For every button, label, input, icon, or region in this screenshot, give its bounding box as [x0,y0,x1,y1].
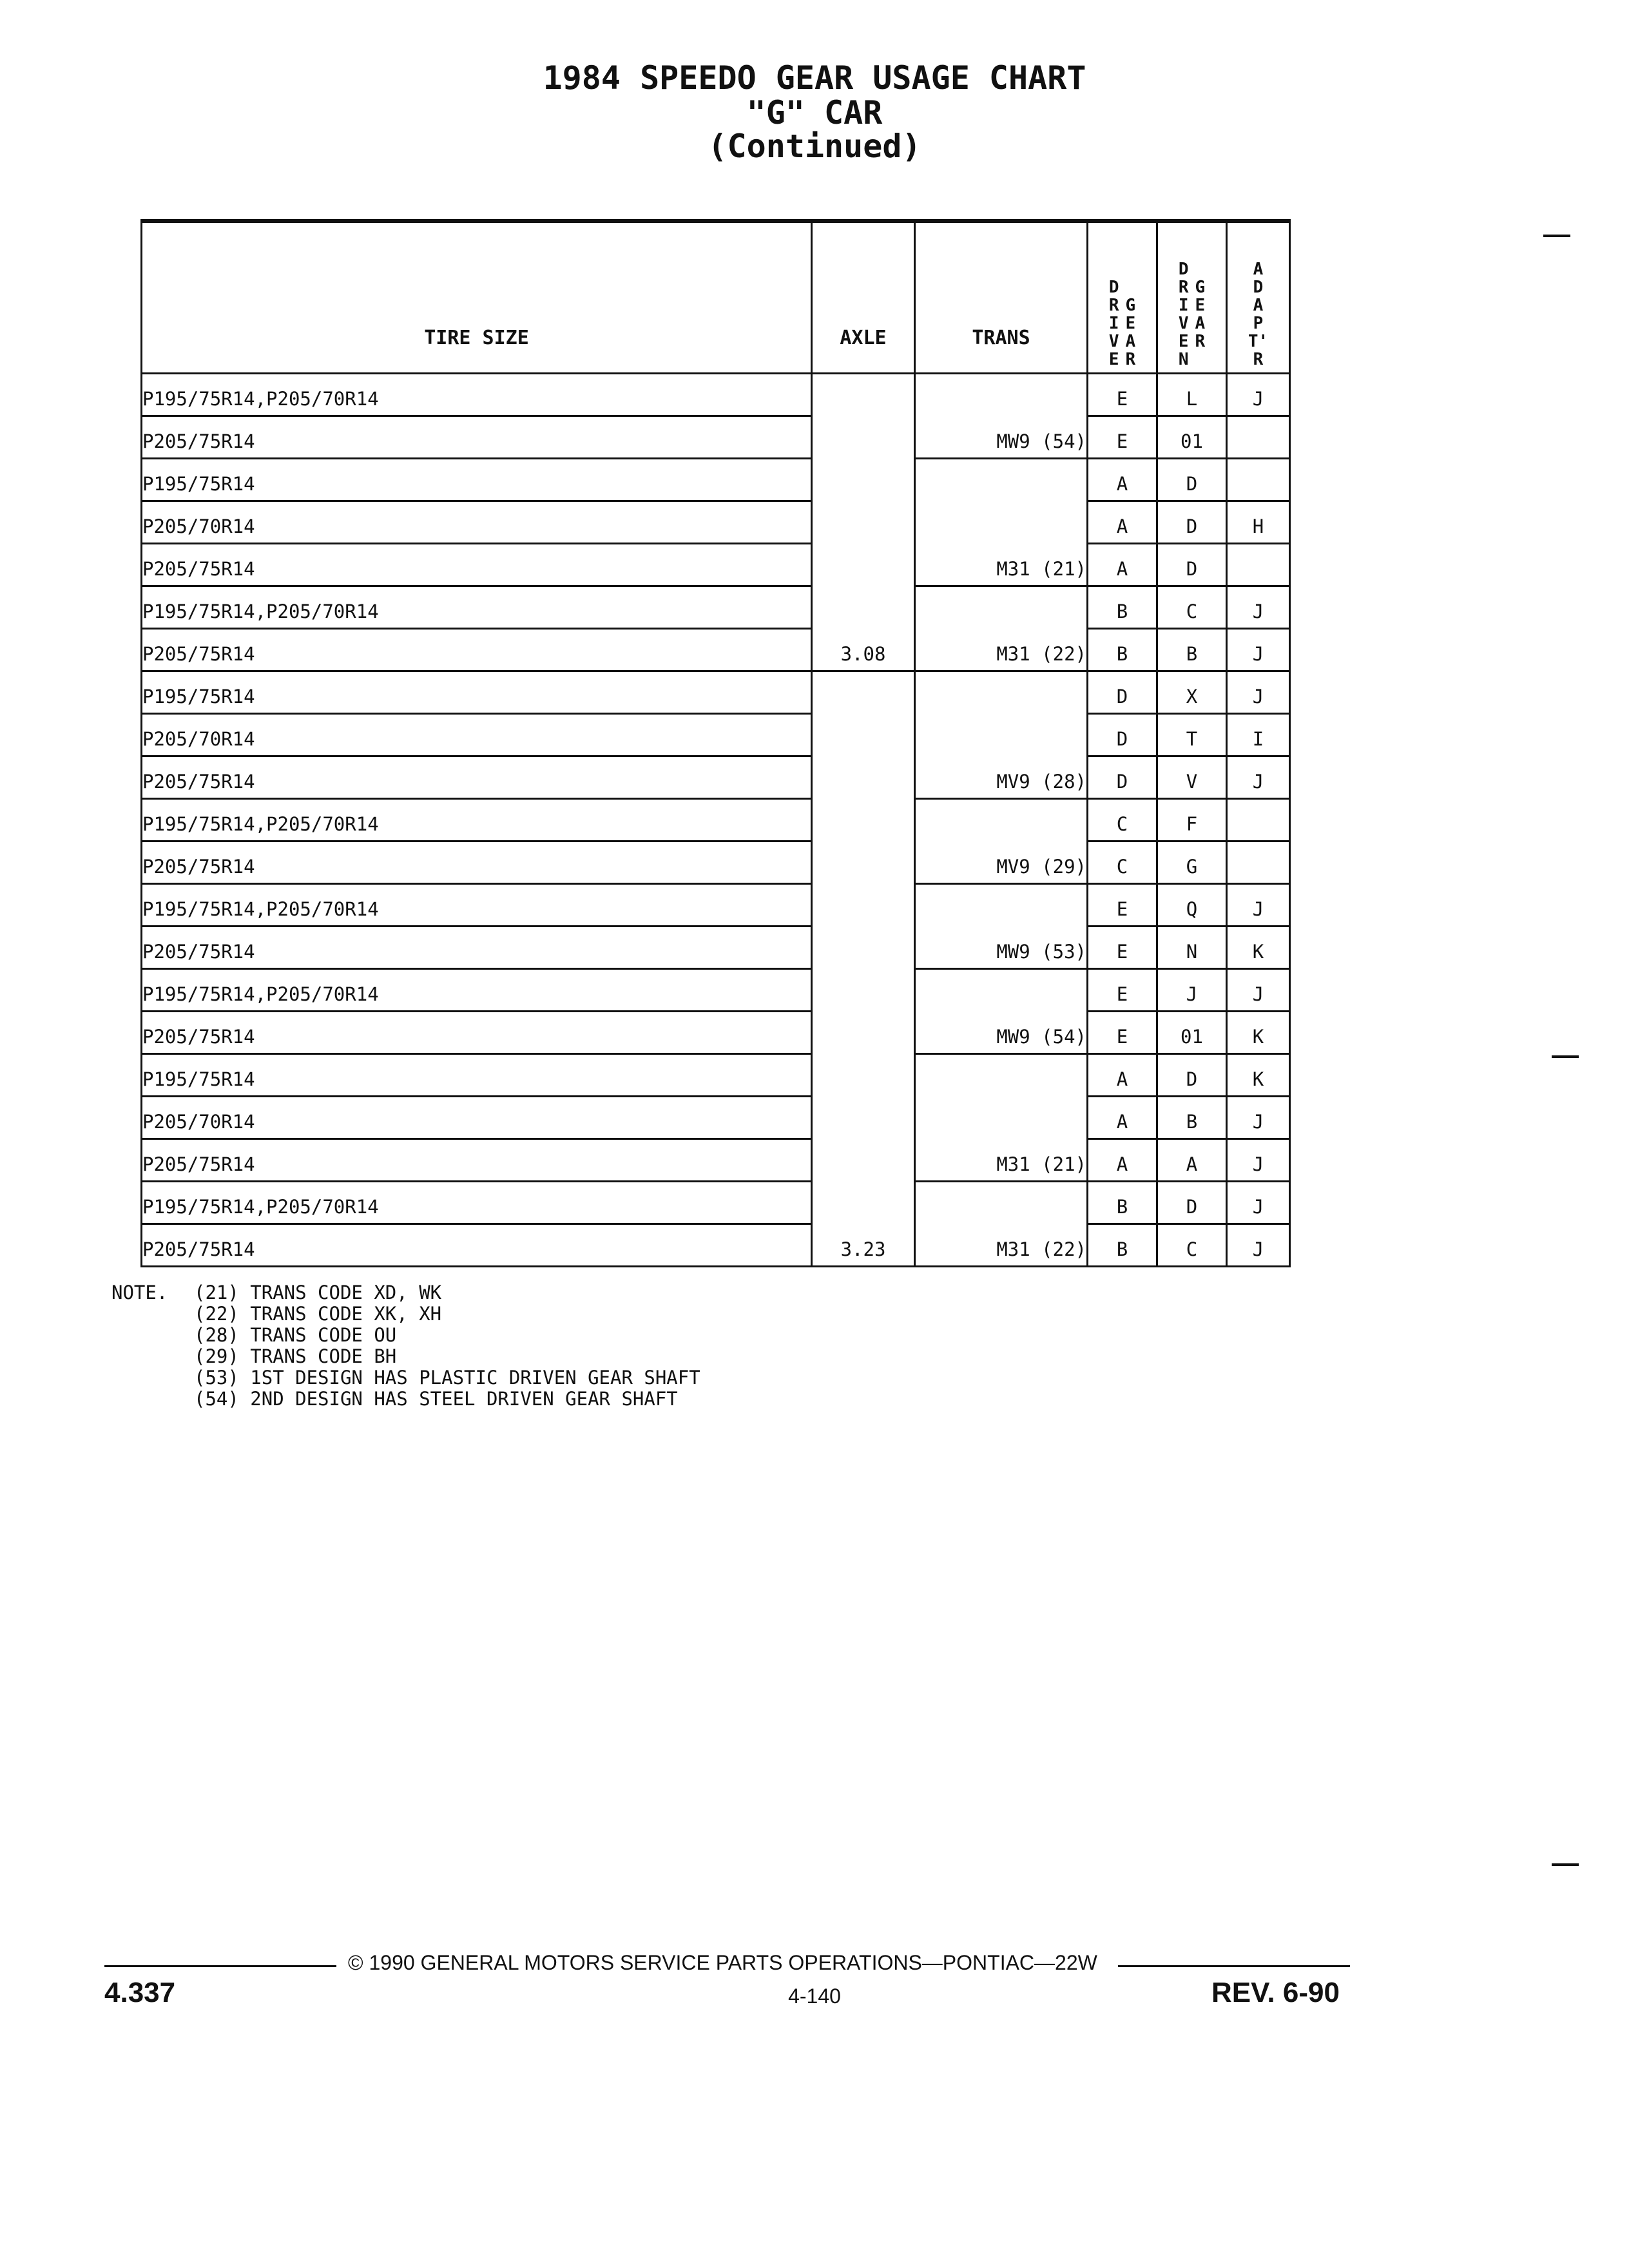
trans-cell: MW9 (53) [915,927,1088,969]
table-row [142,1182,1290,1224]
tire-size-cell: P195/75R14,P205/70R14 [142,969,812,1012]
adapter-cell: J [1227,884,1290,927]
trans-cell: M31 (22) [915,629,1088,671]
axle-cell [812,884,915,927]
axle-cell [812,799,915,841]
table-body [142,374,1290,1267]
driven-gear-cell: T [1157,714,1227,756]
table-row [142,1224,1290,1267]
header-letter: V [1108,332,1119,351]
margin-mark [1543,235,1570,237]
axle-cell [812,374,915,416]
tire-size-cell: P205/75R14 [142,756,812,799]
tire-size-cell: P205/75R14 [142,841,812,884]
table-row [142,1012,1290,1054]
header-letter: T' [1248,332,1269,351]
table-row [142,969,1290,1012]
drive-gear-cell: E [1088,927,1157,969]
driven-gear-cell: 01 [1157,416,1227,459]
adapter-cell: K [1227,1054,1290,1097]
tire-size-cell: P205/70R14 [142,1097,812,1139]
adapter-cell: J [1227,586,1290,629]
header-letter: E [1108,350,1119,369]
driven-gear-cell: B [1157,1097,1227,1139]
tire-size-cell: P195/75R14,P205/70R14 [142,374,812,416]
header-letter: I [1108,314,1119,333]
adapter-cell: J [1227,374,1290,416]
driven-gear-cell: D [1157,1182,1227,1224]
drive-gear-cell: E [1088,374,1157,416]
header-letter: E [1125,314,1136,333]
trans-cell: M31 (21) [915,1139,1088,1182]
notes-lines [194,1282,700,1410]
header-letter: V [1178,314,1189,333]
table-row [142,416,1290,459]
header-drive-letters [1109,278,1119,369]
driven-gear-cell: Q [1157,884,1227,927]
adapter-cell: J [1227,756,1290,799]
drive-gear-cell: D [1088,714,1157,756]
tire-size-cell: P195/75R14 [142,1054,812,1097]
driven-gear-cell: V [1157,756,1227,799]
table-row [142,544,1290,586]
adapter-cell: K [1227,1012,1290,1054]
tire-size-cell: P195/75R14,P205/70R14 [142,799,812,841]
driven-gear-cell: C [1157,1224,1227,1267]
tire-size-cell: P205/70R14 [142,714,812,756]
header-letter: A [1253,260,1264,279]
tire-size-cell: P205/75R14 [142,927,812,969]
table-header-row [142,221,1290,374]
drive-gear-cell: A [1088,1139,1157,1182]
table-row [142,671,1290,714]
table-row [142,1139,1290,1182]
table-row [142,756,1290,799]
header-letter: A [1253,296,1264,315]
header-adapter-letters [1248,260,1268,369]
trans-cell [915,799,1088,841]
drive-gear-cell: E [1088,1012,1157,1054]
axle-cell [812,969,915,1012]
header-adapter [1227,221,1290,374]
driven-gear-cell: G [1157,841,1227,884]
table-row [142,841,1290,884]
note-line: (22) TRANS CODE XK, XH [194,1303,442,1325]
trans-cell [915,969,1088,1012]
tire-size-cell: P205/75R14 [142,1139,812,1182]
table-row [142,1097,1290,1139]
header-letter: N [1178,350,1189,369]
footer-page-code: 4.337 [104,1977,176,2008]
driven-gear-cell: D [1157,1054,1227,1097]
notes-label: NOTE. [111,1282,168,1303]
drive-gear-cell: B [1088,629,1157,671]
axle-cell [812,671,915,714]
trans-cell: M31 (22) [915,1224,1088,1267]
adapter-cell [1227,799,1290,841]
drive-gear-cell: E [1088,416,1157,459]
adapter-cell: K [1227,927,1290,969]
drive-gear-cell: B [1088,1224,1157,1267]
footer-rule-left [104,1965,336,1967]
tire-size-cell: P205/75R14 [142,629,812,671]
table-row [142,927,1290,969]
axle-cell: 3.23 [812,1224,915,1267]
trans-cell [915,586,1088,629]
axle-cell [812,927,915,969]
header-letter: D [1108,278,1119,297]
header-letter: I [1178,296,1189,315]
axle-cell [812,1054,915,1097]
table-row [142,501,1290,544]
page-title: 1984 SPEEDO GEAR USAGE CHART [543,59,1086,97]
driven-gear-cell: D [1157,544,1227,586]
trans-cell [915,501,1088,544]
header-driven-gear [1157,221,1227,374]
adapter-cell: J [1227,1182,1290,1224]
table-row [142,714,1290,756]
header-driven-letters [1179,260,1189,369]
page-continued-label: (Continued) [708,128,921,165]
drive-gear-cell: A [1088,501,1157,544]
tire-size-cell: P195/75R14 [142,671,812,714]
axle-cell [812,501,915,544]
header-letter: R [1108,296,1119,315]
note-line: (21) TRANS CODE XD, WK [194,1282,442,1303]
axle-cell [812,544,915,586]
tire-size-cell: P205/75R14 [142,416,812,459]
header-drive-gear [1088,221,1157,374]
trans-cell: M31 (21) [915,544,1088,586]
header-letter: D [1253,278,1264,297]
adapter-cell [1227,841,1290,884]
header-letter: D [1178,260,1189,279]
adapter-cell: H [1227,501,1290,544]
trans-cell [915,671,1088,714]
axle-cell [812,459,915,501]
adapter-cell [1227,416,1290,459]
header-letter: E [1178,332,1189,351]
axle-cell: 3.08 [812,629,915,671]
tire-size-cell: P195/75R14,P205/70R14 [142,1182,812,1224]
trans-cell: MV9 (29) [915,841,1088,884]
tire-size-cell: P195/75R14,P205/70R14 [142,884,812,927]
drive-gear-cell: B [1088,1182,1157,1224]
trans-cell [915,714,1088,756]
tire-size-cell: P205/75R14 [142,544,812,586]
driven-gear-cell: D [1157,459,1227,501]
driven-gear-cell: D [1157,501,1227,544]
table-row [142,799,1290,841]
header-gear-letters [1126,278,1136,369]
tire-size-cell: P205/70R14 [142,501,812,544]
driven-gear-cell: J [1157,969,1227,1012]
header-letter: A [1125,332,1136,351]
adapter-cell [1227,459,1290,501]
page-subtitle: "G" CAR [746,94,883,131]
trans-cell [915,374,1088,416]
table-row [142,586,1290,629]
header-letter: R [1253,350,1264,369]
adapter-cell: J [1227,671,1290,714]
note-line: (53) 1ST DESIGN HAS PLASTIC DRIVEN GEAR SHAFT [194,1367,700,1389]
note-line: (28) TRANS CODE OU [194,1324,397,1346]
adapter-cell: I [1227,714,1290,756]
note-line: (29) TRANS CODE BH [194,1345,397,1367]
header-trans: TRANS [915,221,1088,374]
drive-gear-cell: A [1088,1054,1157,1097]
trans-cell [915,1054,1088,1097]
tire-size-cell: P205/75R14 [142,1224,812,1267]
drive-gear-cell: A [1088,1097,1157,1139]
header-tire-size: TIRE SIZE [142,221,812,374]
driven-gear-cell: C [1157,586,1227,629]
axle-cell [812,1182,915,1224]
note-line: (54) 2ND DESIGN HAS STEEL DRIVEN GEAR SHAFT [194,1388,678,1410]
driven-gear-cell: B [1157,629,1227,671]
driven-gear-cell: F [1157,799,1227,841]
trans-cell [915,1097,1088,1139]
header-letter: R [1125,350,1136,369]
driven-gear-cell: A [1157,1139,1227,1182]
table-row [142,374,1290,416]
drive-gear-cell: A [1088,544,1157,586]
table-row [142,884,1290,927]
driven-gear-cell: N [1157,927,1227,969]
footer-revision: REV. 6-90 [1211,1977,1340,2008]
header-letter: R [1178,278,1189,297]
trans-cell: MW9 (54) [915,1012,1088,1054]
margin-mark [1552,1055,1579,1058]
trans-cell [915,1182,1088,1224]
adapter-cell: J [1227,969,1290,1012]
footer-page-number: 4-140 [788,1984,841,2008]
table-row [142,459,1290,501]
footer-rule-right [1118,1965,1350,1967]
header-letter: G [1125,296,1136,315]
trans-cell: MV9 (28) [915,756,1088,799]
axle-cell [812,1139,915,1182]
drive-gear-cell: C [1088,841,1157,884]
header-axle: AXLE [812,221,915,374]
drive-gear-cell: C [1088,799,1157,841]
trans-cell: MW9 (54) [915,416,1088,459]
footer-copyright: © 1990 GENERAL MOTORS SERVICE PARTS OPERATIONS—PONTIAC—22W [348,1951,1097,1974]
header-gear-letters [1195,260,1206,369]
axle-cell [812,1097,915,1139]
drive-gear-cell: A [1088,459,1157,501]
trans-cell [915,884,1088,927]
speedo-gear-table [140,219,1291,1267]
tire-size-cell: P195/75R14 [142,459,812,501]
header-letter: E [1195,296,1206,315]
header-letter: R [1195,332,1206,351]
trans-cell [915,459,1088,501]
adapter-cell [1227,544,1290,586]
adapter-cell: J [1227,1139,1290,1182]
drive-gear-cell: B [1088,586,1157,629]
tire-size-cell: P205/75R14 [142,1012,812,1054]
adapter-cell: J [1227,629,1290,671]
axle-cell [812,1012,915,1054]
margin-mark [1552,1863,1579,1866]
header-letter: G [1195,278,1206,297]
drive-gear-cell: D [1088,671,1157,714]
axle-cell [812,756,915,799]
axle-cell [812,586,915,629]
tire-size-cell: P195/75R14,P205/70R14 [142,586,812,629]
drive-gear-cell: D [1088,756,1157,799]
adapter-cell: J [1227,1097,1290,1139]
header-letter: A [1195,314,1206,333]
driven-gear-cell: L [1157,374,1227,416]
driven-gear-cell: X [1157,671,1227,714]
driven-gear-cell: 01 [1157,1012,1227,1054]
table-row [142,1054,1290,1097]
adapter-cell: J [1227,1224,1290,1267]
header-letter: P [1253,314,1264,333]
table-row [142,629,1290,671]
drive-gear-cell: E [1088,884,1157,927]
axle-cell [812,416,915,459]
drive-gear-cell: E [1088,969,1157,1012]
axle-cell [812,841,915,884]
axle-cell [812,714,915,756]
